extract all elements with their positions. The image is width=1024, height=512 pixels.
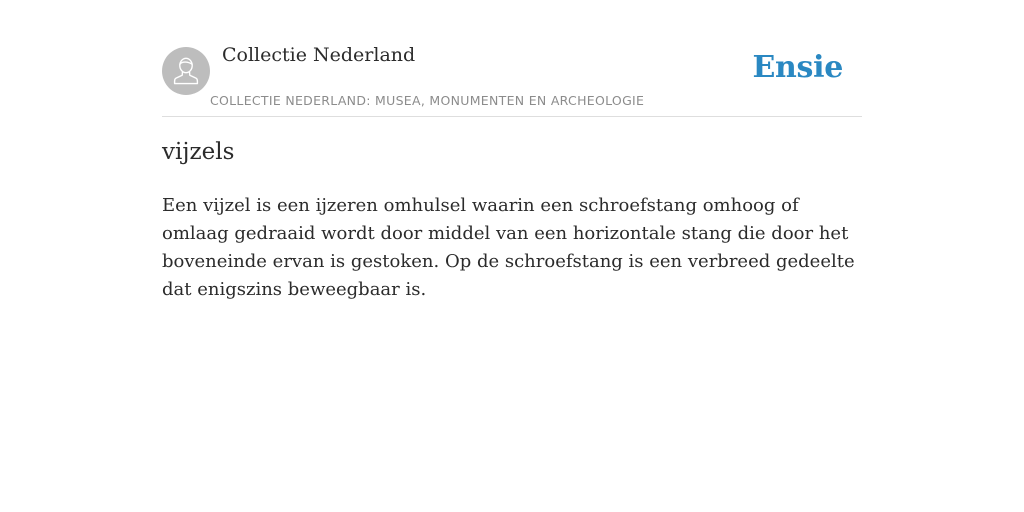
author-subtitle: COLLECTIE NEDERLAND: MUSEA, MONUMENTEN EN ARCHEOLOGIE xyxy=(210,93,645,108)
entry-body: Een vijzel is een ijzeren omhulsel waarin een schroefstang omhoog of omlaag gedraaid wordt door middel van een horizontale stang die door het boveneinde ervan is gestoken. Op de schroefstang is een verbreed gedeelte dat enigszins beweegbaar is. xyxy=(162,195,855,300)
author-header xyxy=(162,0,862,117)
entry-title: vijzels xyxy=(162,139,235,165)
author-name[interactable]: Collectie Nederland xyxy=(222,44,416,66)
avatar[interactable] xyxy=(162,47,210,95)
user-silhouette-icon xyxy=(162,47,210,95)
ensie-logo[interactable]: Ensie xyxy=(752,50,843,85)
